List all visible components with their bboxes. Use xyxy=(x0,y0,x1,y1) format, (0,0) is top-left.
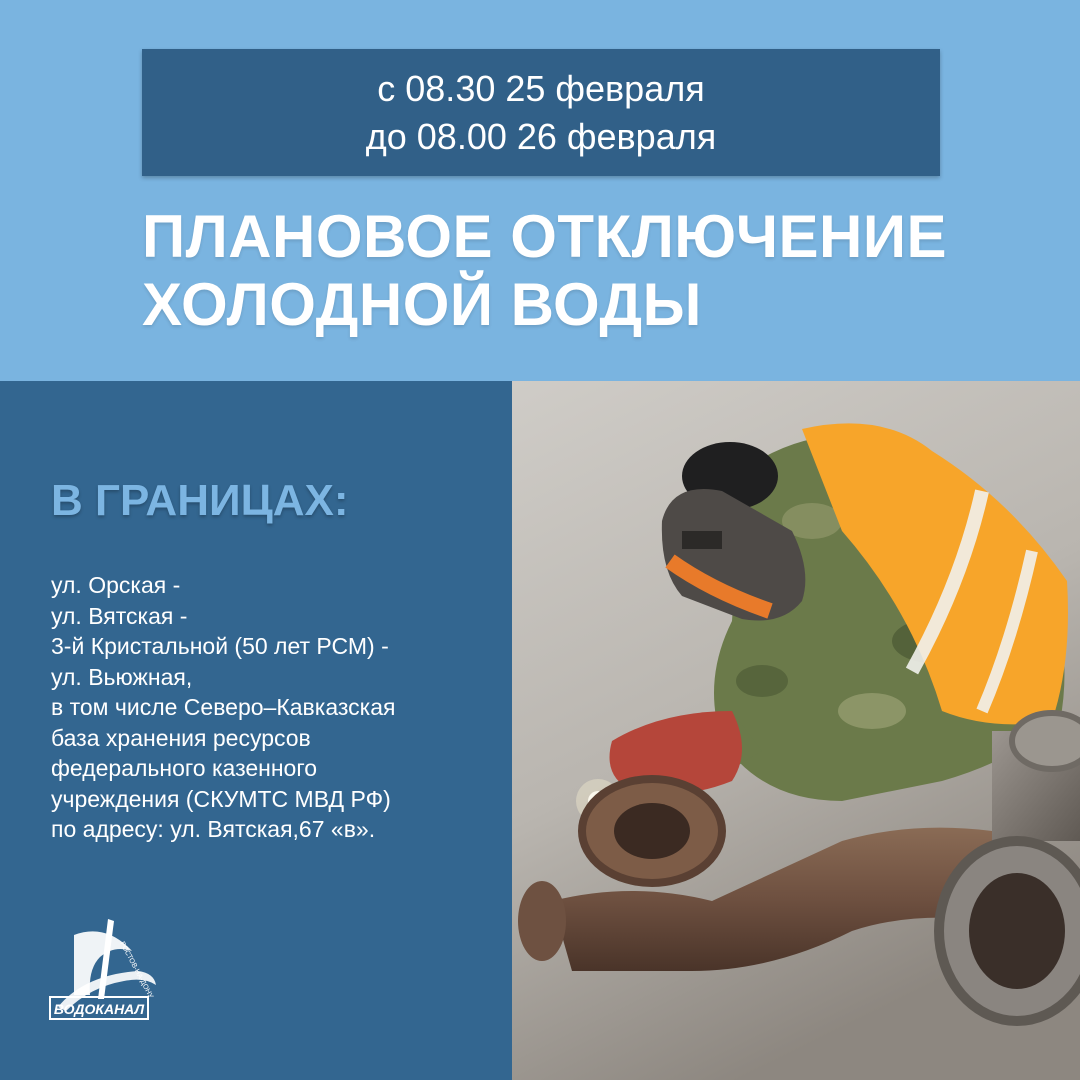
header-section xyxy=(0,0,1080,381)
vodokanal-logo xyxy=(44,915,164,1035)
address-line: ул. Орская - xyxy=(51,572,181,598)
address-list xyxy=(51,570,501,845)
address-line: база хранения ресурсов xyxy=(51,724,311,751)
main-title xyxy=(142,203,1042,339)
address-line: учреждения (СКУМТС МВД РФ) xyxy=(51,785,391,812)
date-range-box xyxy=(142,49,940,176)
logo-city: РОСТОВ-НА-ДОНУ xyxy=(118,940,154,1000)
welder-illustration xyxy=(512,381,1080,1080)
date-end: до 08.00 26 февраля xyxy=(365,115,717,157)
bounds-panel xyxy=(0,381,512,1080)
address-line: ул. Вьюжная, xyxy=(51,663,193,690)
address-line: 3-й Кристальной (50 лет РСМ) - xyxy=(51,633,389,659)
title-line-1: ПЛАНОВОЕ ОТКЛЮЧЕНИЕ xyxy=(142,203,948,270)
address-line: федерального казенного xyxy=(51,755,318,781)
bounds-heading: В ГРАНИЦАХ: xyxy=(51,476,349,525)
logo-name: ВОДОКАНАЛ xyxy=(53,1001,145,1017)
address-line: ул. Вятская - xyxy=(51,602,188,629)
welder-photo xyxy=(512,381,1080,1080)
date-start: с 08.30 25 февраля xyxy=(377,67,705,109)
address-line: в том числе Северо–Кавказская xyxy=(51,694,396,720)
address-line: по адресу: ул. Вятская,67 «в». xyxy=(51,816,376,842)
title-line-2: ХОЛОДНОЙ ВОДЫ xyxy=(142,271,702,338)
